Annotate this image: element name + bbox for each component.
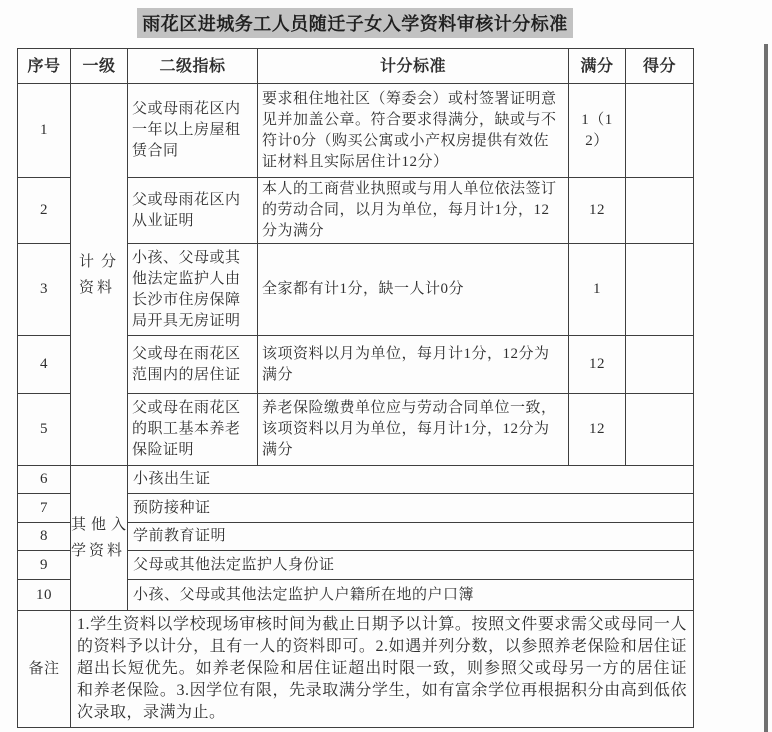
cell-seq-6: 6 [18,466,71,494]
header-seq: 序号 [18,49,71,84]
cell-criteria-1: 要求租住地社区（筹委会）或村签署证明意见并加盖公章。符合要求得满分，缺或与不符计0分（购买公寓或小产权房提供有效佐证材料且实际居住计12分） [258,84,569,178]
scan-edge-artifact [764,44,768,732]
cell-indicator-1: 父或母雨花区内一年以上房屋租赁合同 [128,84,258,178]
cell-indicator-7: 预防接种证 [128,494,694,523]
cell-max-5: 12 [569,394,626,466]
table-row [18,84,694,178]
remarks-label: 备注 [18,611,71,728]
cell-indicator-9: 父母或其他法定监护人身份证 [128,551,694,580]
cell-seq-5: 5 [18,394,71,466]
cell-seq-3: 3 [18,244,71,336]
cell-criteria-2: 本人的工商营业执照或与用人单位依法签订的劳动合同，以月为单位，每月计1分，12分为满分 [258,178,569,244]
header-score: 得分 [626,49,694,84]
cell-score-2 [626,178,694,244]
cell-criteria-3: 全家都有计1分，缺一人计0分 [258,244,569,336]
cell-indicator-5: 父或母在雨花区的职工基本养老保险证明 [128,394,258,466]
header-criteria: 计分标准 [258,49,569,84]
header-level1: 一级 [71,49,128,84]
cell-score-4 [626,336,694,394]
cell-indicator-2: 父或母雨花区内从业证明 [128,178,258,244]
cell-max-3: 1 [569,244,626,336]
cell-score-5 [626,394,694,466]
level1-label: 计分资料 [79,253,119,296]
cell-seq-7: 7 [18,494,71,523]
cell-indicator-3: 小孩、父母或其他法定监护人由长沙市住房保障局开具无房证明 [128,244,258,336]
cell-max-4: 12 [569,336,626,394]
cell-max-2: 12 [569,178,626,244]
cell-seq-8: 8 [18,523,71,551]
level1-label: 其他入学资料 [71,517,129,559]
table-header-row [18,49,694,84]
document-title: 雨花区进城务工人员随迁子女入学资料审核计分标准 [137,8,573,38]
cell-indicator-8: 学前教育证明 [128,523,694,551]
remarks-row [18,611,694,728]
cell-indicator-4: 父或母在雨花区范围内的居住证 [128,336,258,394]
cell-max-1: 1（12） [569,84,626,178]
document-title-row [17,8,693,38]
table-row [18,466,694,494]
cell-indicator-6: 小孩出生证 [128,466,694,494]
header-indicator: 二级指标 [128,49,258,84]
cell-seq-10: 10 [18,580,71,611]
cell-seq-9: 9 [18,551,71,580]
cell-indicator-10: 小孩、父母或其他法定监护人户籍所在地的户口簿 [128,580,694,611]
remarks-text: 1.学生资料以学校现场审核时间为截止日期予以计算。按照文件要求需父或母同一人的资料予以计分，且有一人的资料即可。2.如遇并列分数，以参照养老保险和居住证超出长短优先。如养老保险和居住证超出时限一致，则参照父或母另一方的居住证和养老保险。3.因学位有限，先录取满分学生，如有富余学位再根据积分由高到低依次录取，录满为止。 [71,611,694,728]
cell-score-3 [626,244,694,336]
header-max-score: 满分 [569,49,626,84]
cell-criteria-4: 该项资料以月为单位，每月计1分，12分为满分 [258,336,569,394]
cell-level1-scoring-materials [71,84,128,466]
cell-score-1 [626,84,694,178]
score-criteria-table [17,48,694,728]
cell-seq-1: 1 [18,84,71,178]
cell-level1-other-materials [71,466,128,611]
cell-criteria-5: 养老保险缴费单位应与劳动合同单位一致，该项资料以月为单位，每月计1分，12分为满分 [258,394,569,466]
cell-seq-2: 2 [18,178,71,244]
cell-seq-4: 4 [18,336,71,394]
